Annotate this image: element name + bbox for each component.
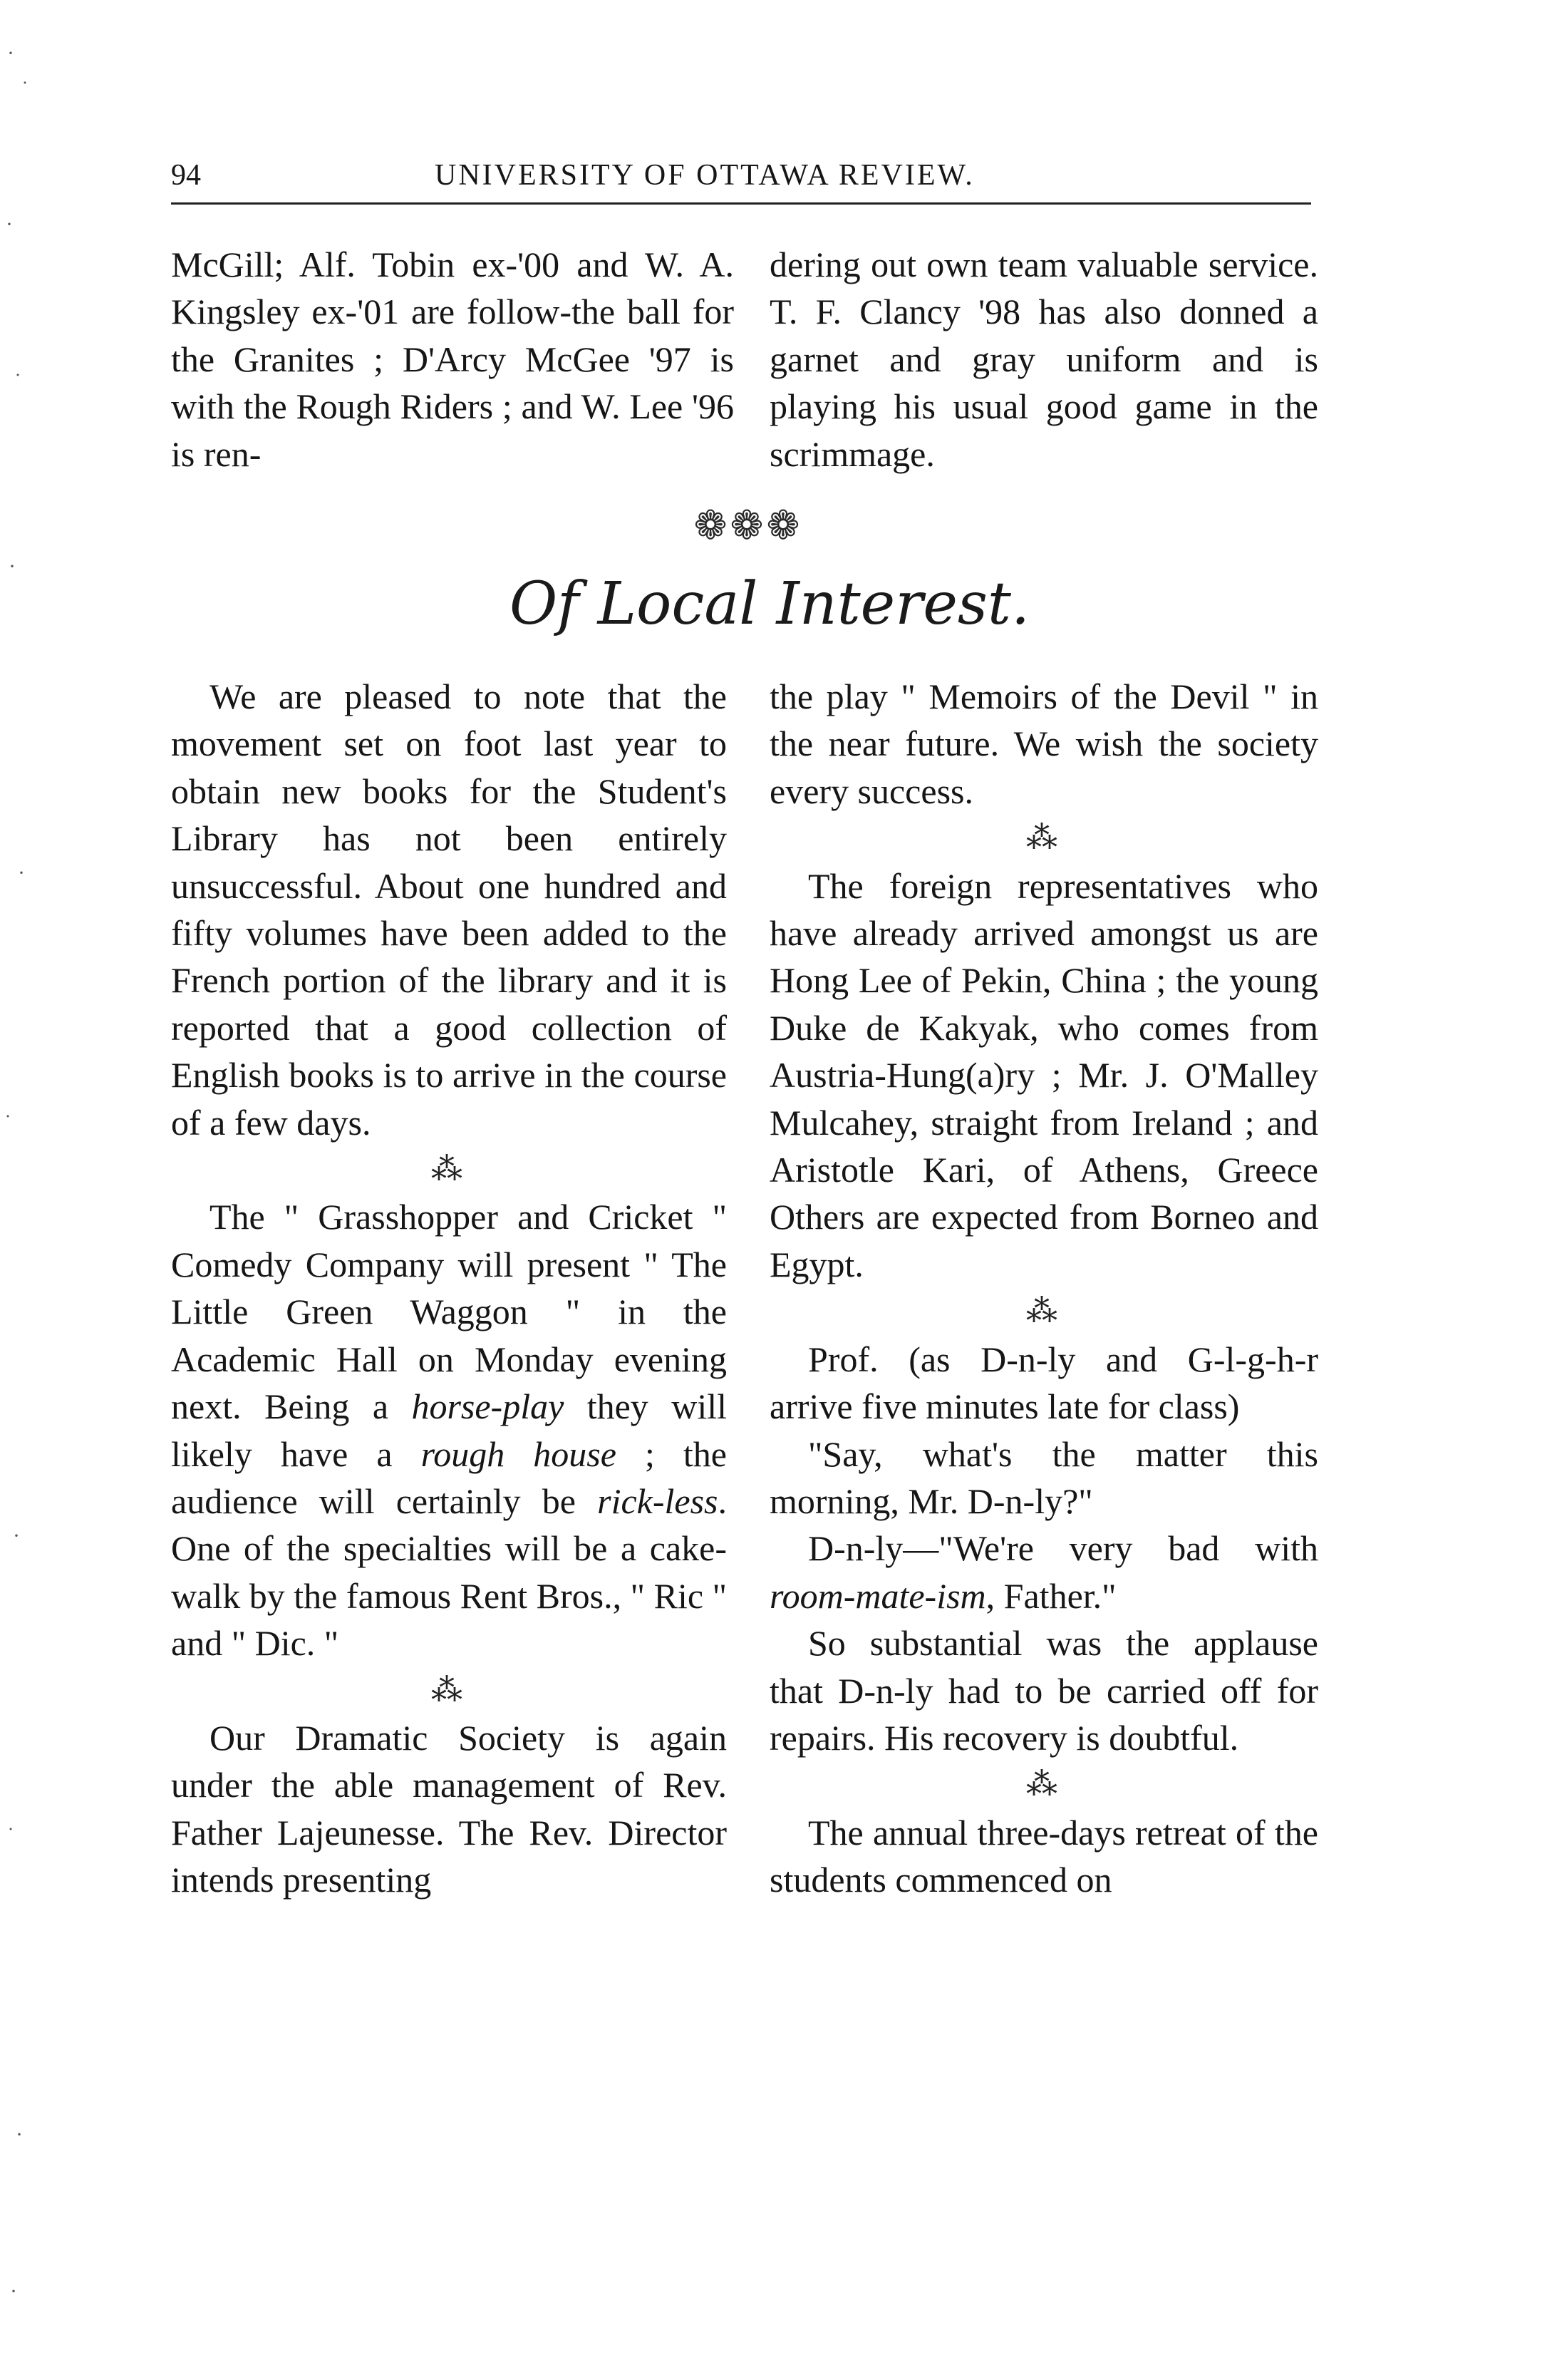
say-paragraph: "Say, what's the matter this morning, Mr. D-n-ly?" xyxy=(770,1433,1318,1521)
reply-text-a: D-n-ly—"We're very bad with xyxy=(808,1528,1318,1569)
right-column xyxy=(770,673,1318,1904)
applause-paragraph: So substantial was the applause that D-n-ly had to be carried off for repairs. His recovery is doubtful. xyxy=(770,1623,1318,1758)
top-right-paragraph: dering out own team valuable service. T. F. Clancy '98 has also donned a garnet and gray uniform and is playing his usual good game in the scrimmage. xyxy=(770,244,1318,474)
left-column xyxy=(171,673,727,1904)
fleuron-divider: ⁂ xyxy=(1026,1767,1062,1803)
comedy-text-c: ; the audience will certainly be xyxy=(171,1433,727,1521)
play-paragraph: the play " Memoirs of the Devil " in the near future. We wish the society every success. xyxy=(770,676,1318,811)
fleuron-divider: ⁂ xyxy=(1026,820,1062,856)
comedy-italic-1: horse-play xyxy=(411,1386,564,1427)
page-number: 94 xyxy=(171,159,201,192)
section-title: Of Local Interest. xyxy=(509,570,1030,638)
page-header xyxy=(171,158,1325,201)
fleuron-divider: ⁂ xyxy=(1026,1294,1062,1329)
reply-text-b: , Father." xyxy=(985,1575,1117,1616)
top-left-paragraph: McGill; Alf. Tobin ex-'00 and W. A. Kingsley ex-'01 are follow-the ball for the Granites ; D'Arcy McGee '97 is with the Rough Riders ; and W. Lee '96 is ren- xyxy=(171,244,734,474)
reply-italic: room-mate-ism xyxy=(770,1575,986,1616)
top-left-column xyxy=(171,241,734,478)
reply-paragraph xyxy=(770,1525,1318,1619)
comedy-italic-3: rick-less xyxy=(597,1480,718,1521)
header-rule xyxy=(171,202,1311,205)
comedy-text-d: . One of the specialties will be a cake-walk by the famous Rent Bros., " Ric " and " Dic. " xyxy=(171,1480,727,1664)
scan-edge-marks: · ˙ · ˙ · · ˙ · ˙ · · xyxy=(4,41,29,2303)
ornament-divider: ❁❁❁ xyxy=(693,504,803,548)
running-title: UNIVERSITY OF OTTAWA REVIEW. xyxy=(435,159,975,192)
foreign-representatives-paragraph: The foreign representatives who have already arrived amongst us are Hong Lee of Pekin, China ; the young Duke de Kakyak, who comes from Austria-Hung(a)ry ; Mr. J. O'Malley Mulcahey, straight from Ireland ; and Aristotle Kari, of Athens, Greece Others are expected from Borneo and Egypt. xyxy=(770,865,1318,1284)
library-paragraph: We are pleased to note that the movement set on foot last year to obtain new books for the Student's Library has not been entirely unsuccessful. About one hundred and fifty volumes have been added to the French portion of the library and it is reported that a good collection of English books is to arrive in the course of a few days. xyxy=(171,676,727,1143)
prof-paragraph: Prof. (as D-n-ly and G-l-g-h-r arrive five minutes late for class) xyxy=(770,1339,1318,1427)
retreat-paragraph: The annual three-days retreat of the students commenced on xyxy=(770,1812,1318,1900)
dramatic-society-paragraph: Our Dramatic Society is again under the able management of Rev. Father Lajeunesse. The Rev. Director intends presenting xyxy=(171,1717,727,1900)
comedy-text-b: they will likely have a xyxy=(171,1386,727,1474)
top-right-column xyxy=(770,241,1318,478)
fleuron-divider: ⁂ xyxy=(431,1672,467,1708)
comedy-italic-2: rough house xyxy=(420,1433,616,1474)
comedy-paragraph xyxy=(171,1193,727,1666)
comedy-text-a: The " Grasshopper and Cricket " Comedy Company will present " The Little Green Waggon " in the Academic Hall on Monday evening next. Being a xyxy=(171,1197,727,1427)
fleuron-divider: ⁂ xyxy=(431,1152,467,1188)
